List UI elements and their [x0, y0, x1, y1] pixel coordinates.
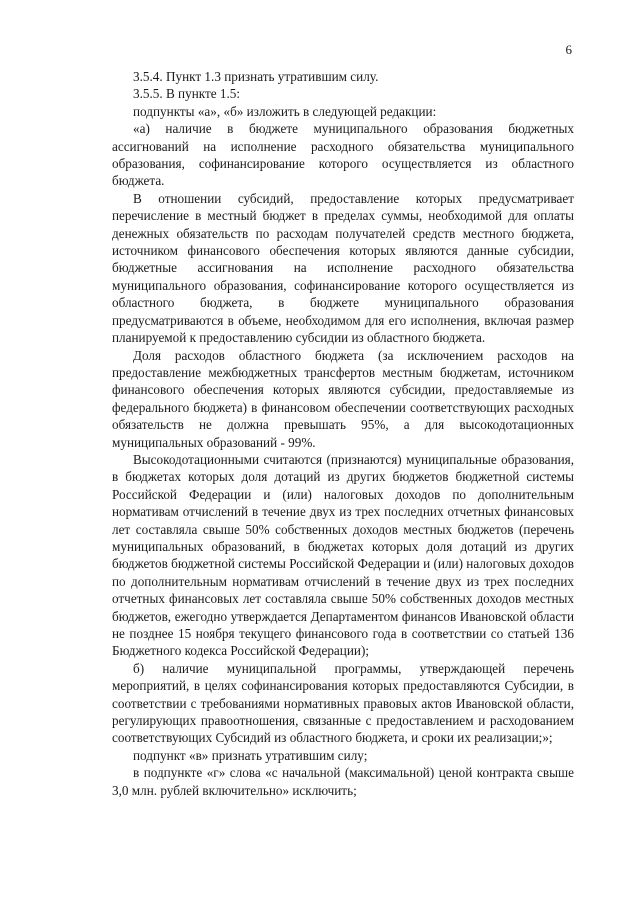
paragraph-item-v: подпункт «в» признать утратившим силу; — [133, 747, 368, 763]
paragraph-item-g: в подпункте «г» слова «с начальной (максимальной) ценой контракта свыше 3,0 млн. рублей включительно» исключить; — [112, 765, 574, 798]
document-body — [112, 68, 574, 799]
page-number: 6 — [565, 42, 572, 57]
paragraph-share-of-expenses: Доля расходов областного бюджета (за исключением расходов на предоставление межбюджетных трансфертов местным бюджетам, источником финансового обеспечения которых являются субсидии, предоставляемые из федерального бюджета) в финансовом обеспечении соответствующих расходных обязательств не должна превышать 95%, а для высокодотационных муниципальных образований - 99%. — [112, 347, 574, 450]
paragraph-subitems-intro: подпункты «а», «б» изложить в следующей редакции: — [133, 103, 437, 119]
paragraph-subsidies: В отношении субсидий, предоставление которых предусматривает перечисление в местный бюджет в пределах суммы, необходимой для оплаты денежных обязательств по расходам получателей средств местного бюджета, источником финансового обеспечения которых являются данные субсидии, бюджетные ассигнования на исполнение расходного обязательства муниципального образования, софинансирование которого осуществляется из областного бюджета, в бюджете муниципального образования предусматриваются в объеме, необходимом для его исполнения, включая размер планируемой к предоставлению субсидии из областного бюджета. — [112, 190, 574, 346]
paragraph-3-5-4: 3.5.4. Пункт 1.3 признать утратившим силу. — [133, 69, 379, 84]
paragraph-item-b: б) наличие муниципальной программы, утверждающей перечень мероприятий, в целях софинансирования которых предоставляются Субсидии, в соответствии с требованиями нормативных правовых актов Ивановской области, регулирующих правоотношения, связанные с предоставлением и расходованием соответствующих Субсидий из областного бюджета, и сроки их реализации;»; — [112, 660, 574, 746]
paragraph-highly-subsidized: Высокодотационными считаются (признаются) муниципальные образования, в бюджетах которых доля дотаций из других бюджетов бюджетной системы Российской Федерации и (или) налоговых доходов по дополнительным нормативам отчислений в течение двух из трех последних отчетных финансовых лет составляла свыше 50% собственных доходов местных бюджетов (перечень муниципальных образований, в бюджетах которых доля дотаций из других бюджетов бюджетной системы Российской Федерации и (или) налоговых доходов по дополнительным нормативам отчислений в течение двух из трех последних отчетных финансовых лет составляла свыше 50% собственных доходов местных бюджетов, ежегодно утверждается Департаментом финансов Ивановской области не позднее 15 ноября текущего финансового года в соответствии со статьей 136 Бюджетного кодекса Российской Федерации); — [112, 451, 574, 659]
paragraph-3-5-5: 3.5.5. В пункте 1.5: — [133, 86, 241, 102]
paragraph-item-a: «а) наличие в бюджете муниципального образования бюджетных ассигнований на исполнение расходного обязательства муниципального образования, софинансирование которого осуществляется из областного бюджета. — [112, 121, 574, 189]
